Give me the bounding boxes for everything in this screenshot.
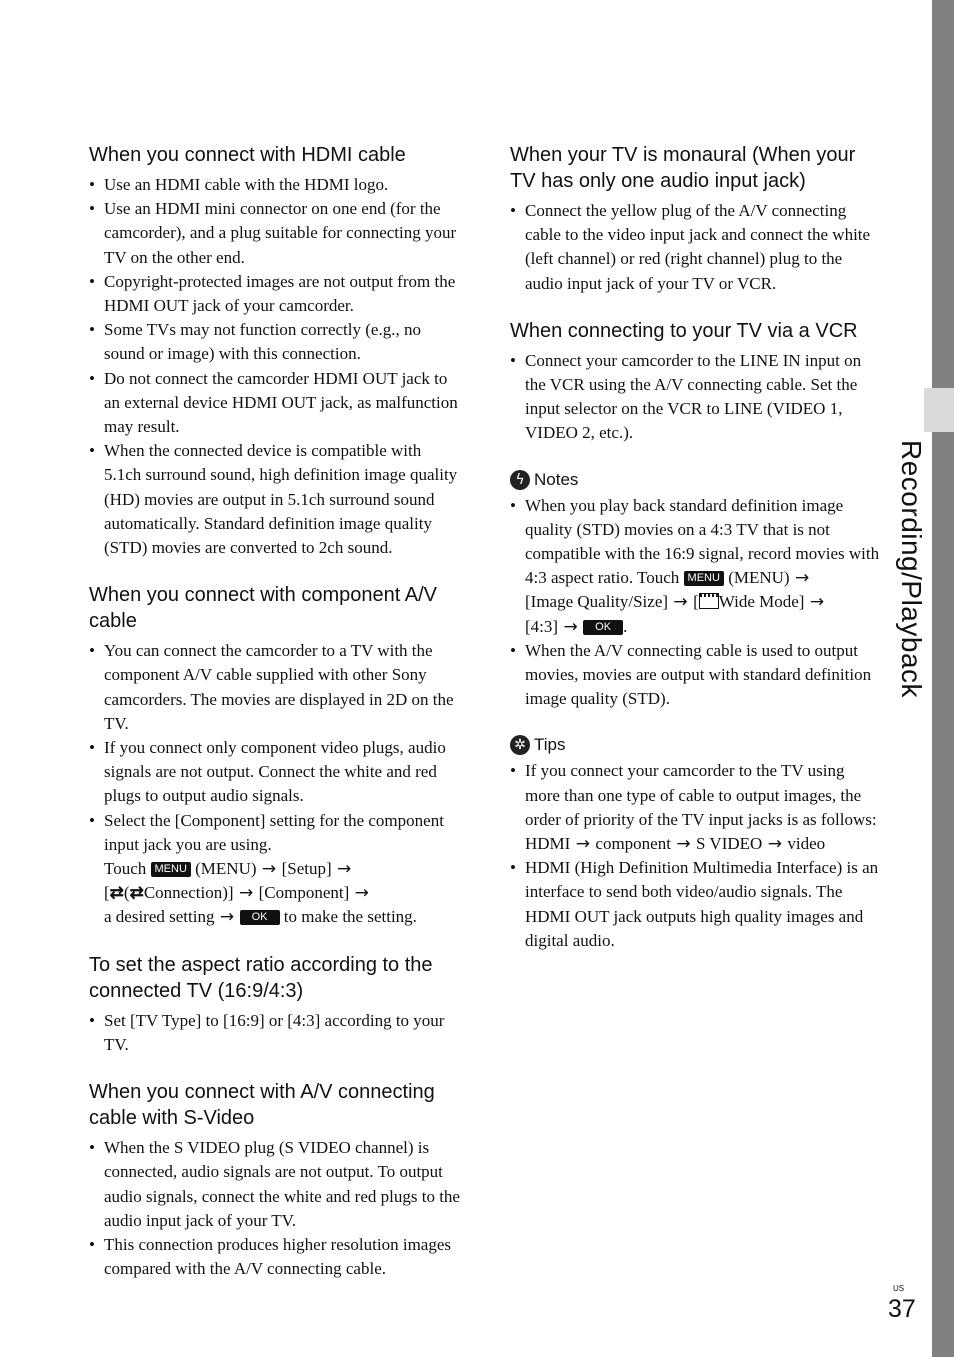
list-item: • Copyright-protected images are not output from the HDMI OUT jack of your camcorder. (89, 270, 461, 318)
list-item: • You can connect the camcorder to a TV with the component A/V cable supplied with other Sony camcorders. The movies are displayed in 2D on the TV. (89, 639, 461, 736)
right-column (510, 142, 882, 975)
notes-header (510, 468, 882, 492)
arrow-icon: → (233, 883, 259, 904)
notes-label: Notes (534, 469, 579, 489)
list-item: • When the S VIDEO plug (S VIDEO channel) is connected, audio signals are not output. To output audio signals, connect the white and red plugs to the audio input jack of your TV. (89, 1136, 461, 1233)
list-item: • If you connect only component video plugs, audio signals are not output. Connect the white and red plugs to output audio signals. (89, 736, 461, 809)
component-list (89, 639, 461, 929)
arrow-icon: → (558, 616, 584, 637)
arrow-icon: → (331, 859, 352, 880)
component-section (89, 582, 461, 929)
hdmi-section (89, 142, 461, 560)
arrow-icon: → (789, 568, 810, 589)
list-item: • HDMI (High Definition Multimedia Interface) is an interface to send both video/audio signals. The HDMI OUT jack outputs high quality images and digital audio. (510, 856, 882, 953)
vcr-heading: When connecting to your TV via a VCR (510, 319, 858, 342)
arrow-icon: → (349, 883, 369, 904)
arrow-icon: → (570, 834, 596, 855)
component-heading: When you connect with component A/V cable (89, 584, 437, 633)
vcr-list (510, 349, 882, 446)
connection-icon: ⇄ (129, 883, 144, 903)
arrow-icon: → (670, 834, 697, 855)
aspect-heading: To set the aspect ratio according to the connected TV (16:9/4:3) (89, 953, 433, 1002)
monaural-list (510, 199, 882, 296)
arrow-icon: → (668, 592, 694, 613)
svideo-list (89, 1136, 461, 1281)
notes-list (510, 494, 882, 712)
menu-button-icon: MENU (684, 571, 724, 586)
svideo-section (89, 1079, 461, 1281)
monaural-section (510, 142, 882, 296)
list-item: • Do not connect the camcorder HDMI OUT jack to an external device HDMI OUT jack, as malfunction may result. (89, 367, 461, 440)
list-item: • Connect the yellow plug of the A/V connecting cable to the video input jack and connect the white (left channel) or red (right channel) plug to the audio input jack of your TV or VCR. (510, 199, 882, 296)
list-item: • Set [TV Type] to [16:9] or [4:3] according to your TV. (89, 1009, 461, 1057)
wide-mode-film-icon (699, 593, 719, 609)
list-item-aspect-note: • When you play back standard definition image quality (STD) movies on a 4:3 TV that is not compatible with the 16:9 signal, record movies with 4:3 aspect ratio. Touch MENU (MENU) → [Image Quality/Size] → [ Wide Mode] → [4:3] → OK . (510, 494, 882, 639)
menu-button-icon: MENU (151, 862, 191, 877)
hdmi-list (89, 173, 461, 560)
aspect-list (89, 1009, 461, 1057)
left-column (89, 142, 461, 1303)
ok-button-icon: OK (240, 910, 280, 925)
section-tab-text: Recording/Playback (896, 440, 927, 699)
tips-header (510, 733, 882, 757)
list-item: • Use an HDMI cable with the HDMI logo. (89, 173, 461, 197)
list-item: • Connect your camcorder to the LINE IN input on the VCR using the A/V connecting cable. Set the input selector on the VCR to LINE (VIDEO 1, VIDEO 2, etc.). (510, 349, 882, 446)
aspect-section (89, 952, 461, 1057)
list-item: • Use an HDMI mini connector on one end (for the camcorder), and a plug suitable for connecting your TV on the other end. (89, 197, 461, 270)
side-tab-bar (932, 0, 954, 1357)
notes-section (510, 468, 882, 712)
vcr-section (510, 318, 882, 446)
connection-icon: ⇄ (109, 883, 124, 903)
notes-icon: ϟ (510, 470, 530, 490)
monaural-heading: When your TV is monaural (When your TV has only one audio input jack) (510, 144, 856, 192)
arrow-icon: → (214, 907, 240, 928)
list-item-priority-tip: • If you connect your camcorder to the TV using more than one type of cable to output images, the order of priority of the TV input jacks is as follows: HDMI → component → S VIDEO → video (510, 759, 882, 856)
hdmi-heading: When you connect with HDMI cable (89, 144, 406, 166)
list-item: • This connection produces higher resolution images compared with the A/V connecting cable. (89, 1233, 461, 1281)
page-region-code: US (893, 1284, 905, 1293)
tips-list (510, 759, 882, 953)
arrow-icon: → (804, 592, 825, 613)
list-item: • When the connected device is compatible with 5.1ch surround sound, high definition image quality (HD) movies are output in 5.1ch surround sound automatically. Standard definition image quality (STD) movies are converted to 2ch sound. (89, 439, 461, 560)
ok-button-icon: OK (583, 620, 623, 635)
arrow-icon: → (256, 859, 282, 880)
section-tab-marker (924, 388, 954, 432)
svideo-heading: When you connect with A/V connecting cable with S-Video (89, 1081, 435, 1130)
tips-label: Tips (534, 735, 566, 755)
tips-lightbulb-icon: ✲ (510, 735, 530, 755)
section-tab-label (893, 440, 929, 700)
list-item: • When the A/V connecting cable is used to output movies, movies are output with standard definition image quality (STD). (510, 639, 882, 712)
tips-section (510, 733, 882, 953)
list-item-component-setting: • Select the [Component] setting for the component input jack you are using. Touch MENU (MENU) → [Setup] → [⇄(⇄Connection)] → [Component] → a desired setting → OK to make the setting. (89, 809, 461, 930)
arrow-icon: → (762, 834, 788, 855)
page-number: 37 (888, 1295, 916, 1323)
list-item: • Some TVs may not function correctly (e.g., no sound or image) with this connection. (89, 318, 461, 366)
